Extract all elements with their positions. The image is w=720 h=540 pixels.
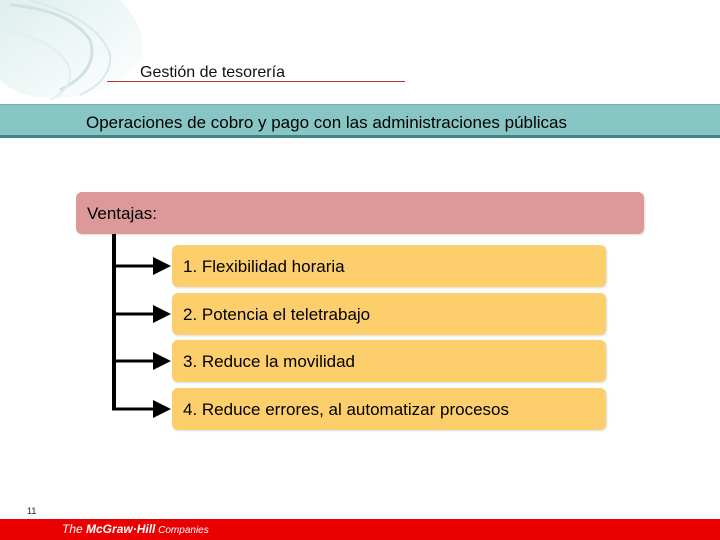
slide-banner [0, 104, 720, 138]
decorative-swirl-graphic [0, 0, 150, 100]
logo-brand: McGraw·Hill [86, 522, 156, 536]
logo-prefix: The [62, 522, 87, 536]
advantage-item-label: 4. Reduce errores, al automatizar procesos [183, 400, 509, 419]
advantage-item-4 [172, 388, 606, 430]
page-number: 11 [27, 506, 37, 516]
logo-suffix: Companies [155, 525, 209, 536]
section-title: Gestión de tesorería [140, 64, 285, 81]
title-underline [107, 81, 405, 82]
advantage-item-label: 3. Reduce la movilidad [183, 352, 355, 371]
publisher-logo [62, 522, 209, 536]
advantage-item-1 [172, 245, 606, 287]
advantage-item-label: 1. Flexibilidad horaria [183, 257, 345, 276]
footer-bar [0, 519, 720, 540]
advantage-item-label: 2. Potencia el teletrabajo [183, 305, 371, 324]
advantage-item-2 [172, 293, 606, 335]
advantages-heading-box [76, 192, 644, 234]
advantages-heading: Ventajas: [87, 204, 157, 223]
slide-heading: Operaciones de cobro y pago con las administraciones públicas [86, 113, 567, 132]
advantage-item-3 [172, 340, 606, 382]
